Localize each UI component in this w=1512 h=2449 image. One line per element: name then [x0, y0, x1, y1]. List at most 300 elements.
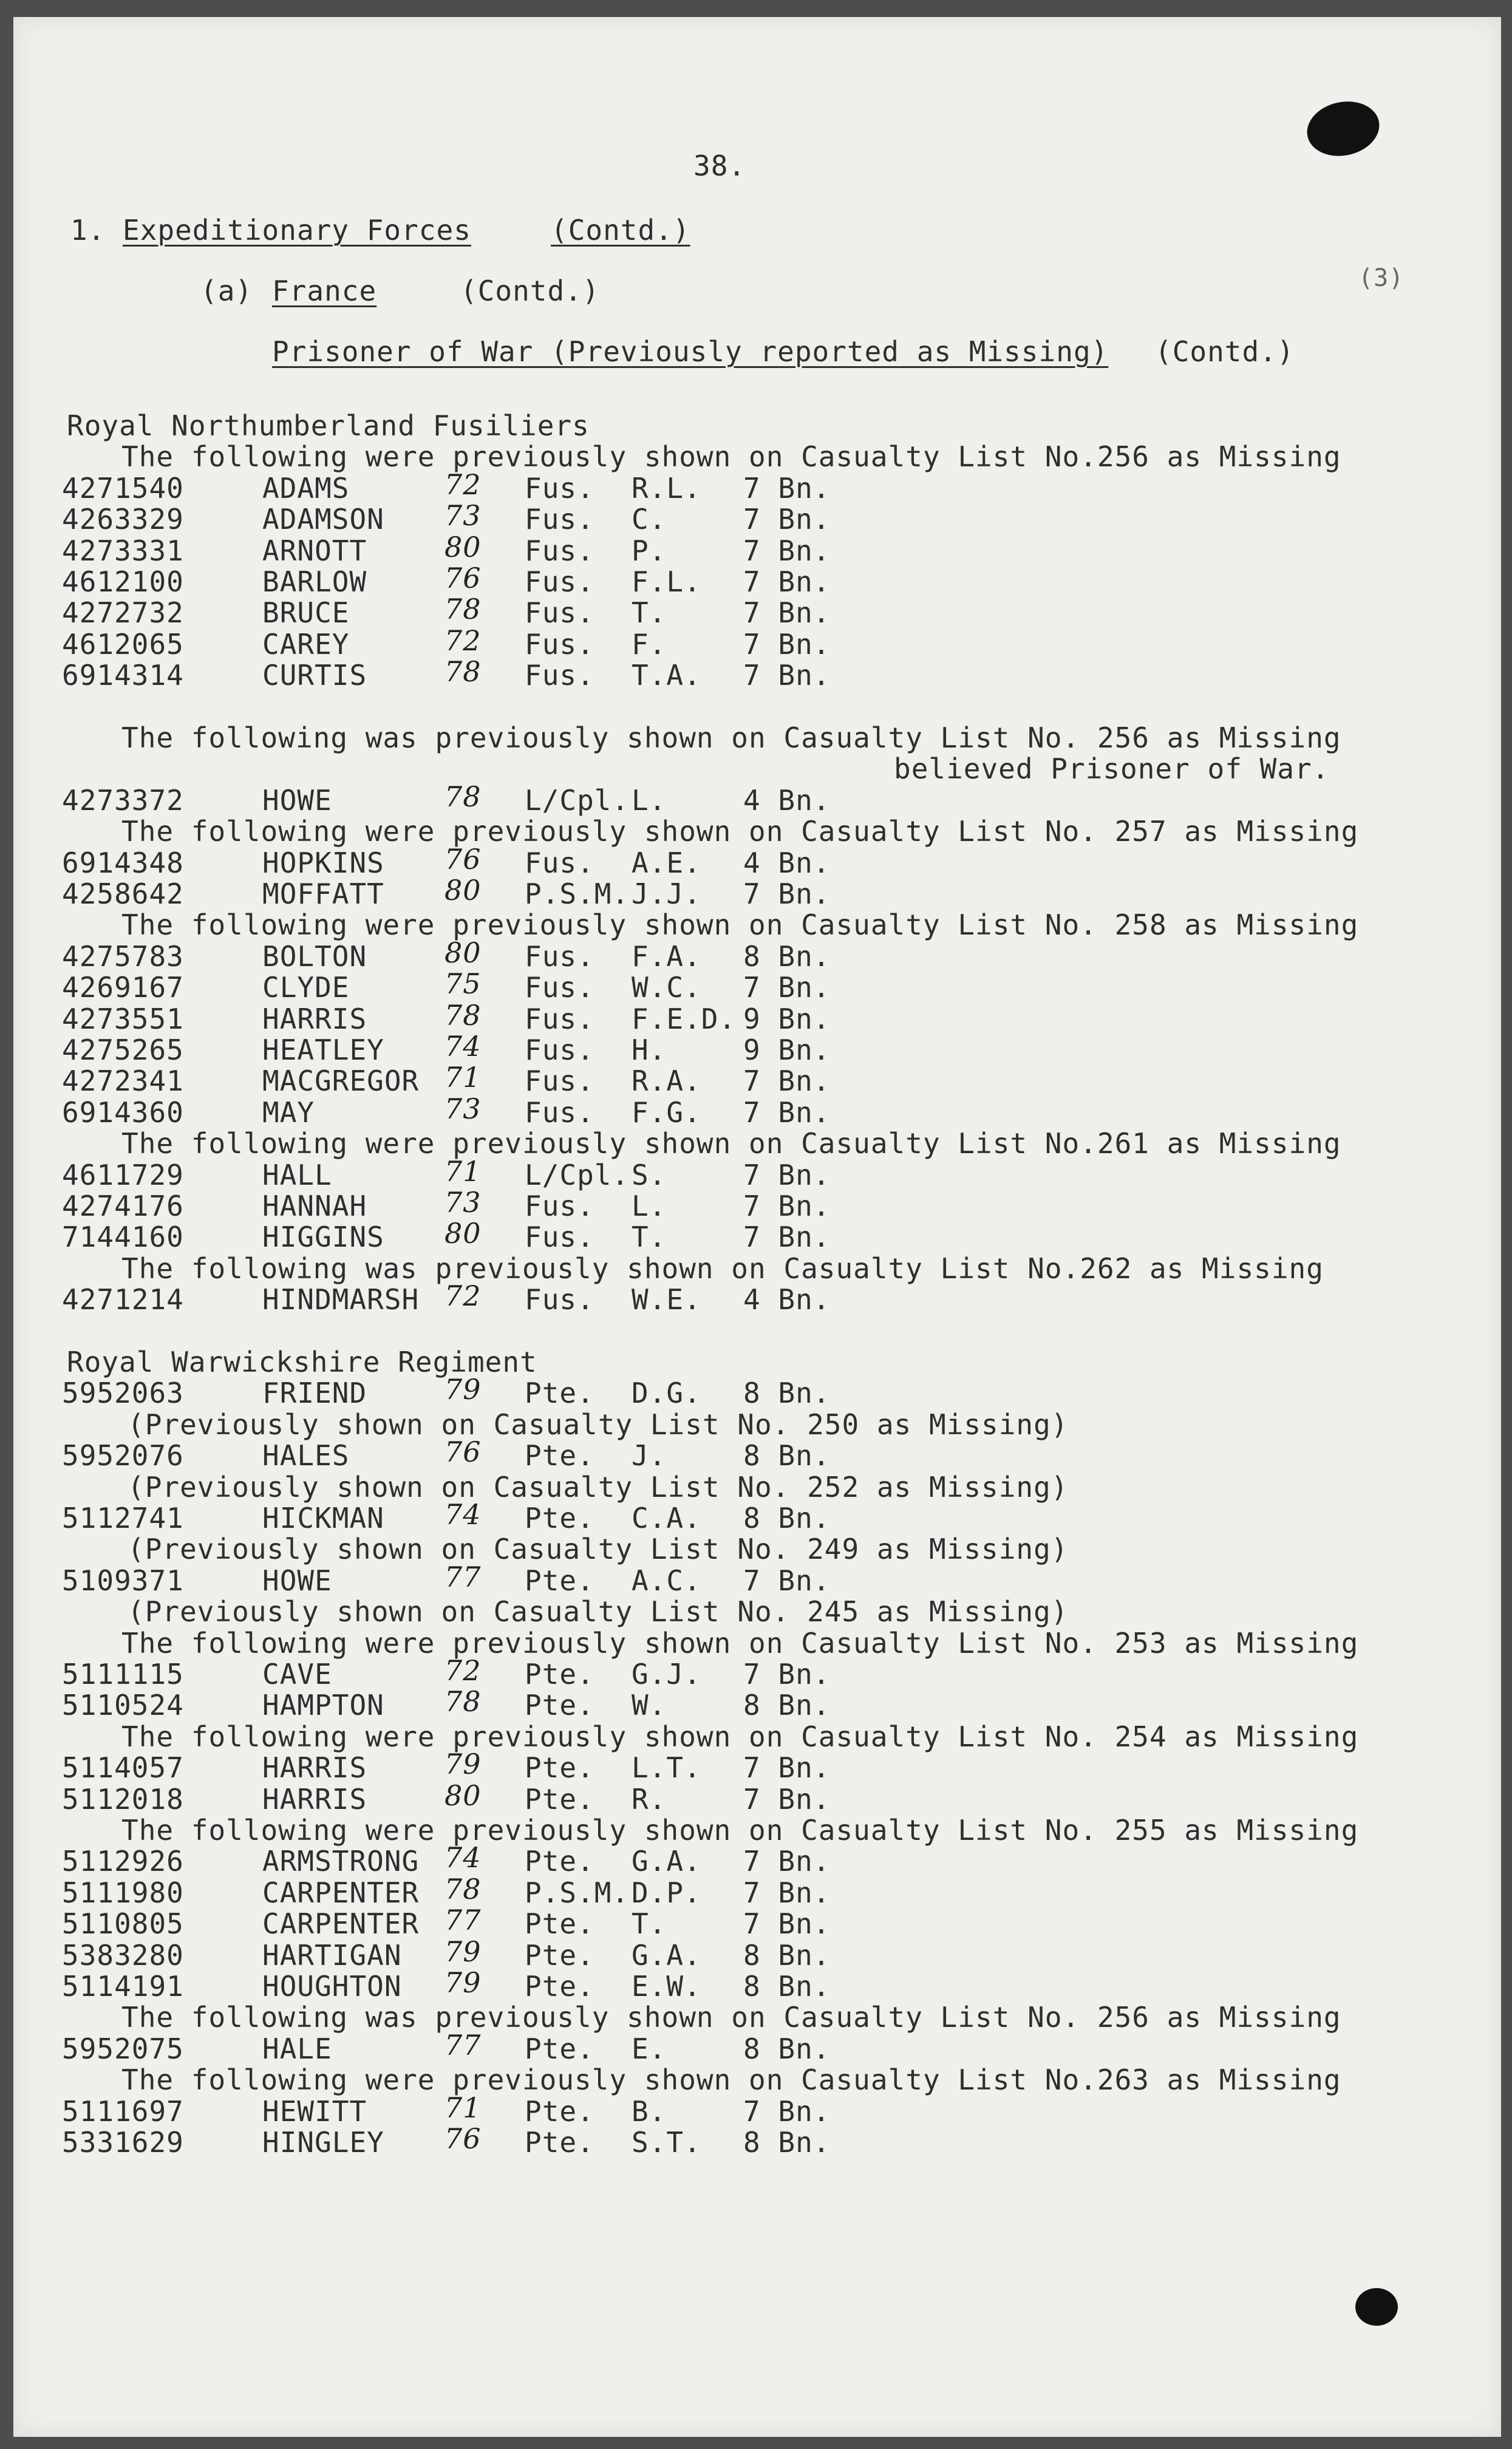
rank: Pte. — [525, 1938, 594, 1972]
initials: R.A. — [632, 1064, 701, 1098]
battalion: 8 Bn. — [743, 2126, 831, 2159]
battalion: 7 Bn. — [743, 1095, 831, 1129]
casualty-row — [13, 998, 1501, 1035]
casualty-row — [13, 624, 1501, 661]
battalion: 4 Bn. — [743, 1283, 831, 1316]
casualty-row — [13, 1904, 1501, 1941]
surname: HARTIGAN — [262, 1938, 402, 1972]
casualty-row — [13, 1154, 1501, 1191]
surname: MOFFATT — [262, 877, 384, 910]
previous-report-note — [13, 1470, 1501, 1504]
battalion: 7 Bn. — [743, 1845, 831, 1878]
surname: HICKMAN — [262, 1502, 384, 1534]
casualty-row — [13, 1560, 1501, 1597]
initials: F. — [632, 627, 667, 661]
battalion: 7 Bn. — [743, 1658, 831, 1691]
casualty-row — [13, 1685, 1501, 1722]
initials: H. — [632, 1034, 667, 1066]
casualty-row — [13, 1935, 1501, 1972]
handwritten-annotation: 78 — [444, 780, 482, 813]
handwritten-annotation: 73 — [444, 1092, 482, 1125]
casualty-row — [13, 530, 1501, 567]
battalion: 7 Bn. — [743, 1564, 831, 1597]
initials: B. — [632, 2094, 667, 2128]
handwritten-annotation: 79 — [444, 1966, 482, 1999]
surname: MAY — [262, 1095, 315, 1129]
list-note — [13, 2063, 1501, 2097]
battalion: 7 Bn. — [743, 659, 831, 692]
casualty-row — [13, 936, 1501, 973]
battalion: 7 Bn. — [743, 596, 831, 630]
rank: Fus. — [525, 1002, 594, 1035]
initials: G.A. — [632, 1845, 701, 1878]
casualty-row — [13, 1373, 1501, 1410]
rank: Pte. — [525, 1564, 594, 1597]
ink-blot — [1302, 95, 1384, 162]
handwritten-annotation: 78 — [444, 998, 482, 1032]
rank: Fus. — [525, 1034, 594, 1066]
service-number: 4274176 — [62, 1190, 184, 1222]
casualty-row — [13, 655, 1501, 692]
service-number: 4275783 — [62, 939, 184, 973]
initials: W. — [632, 1689, 667, 1722]
initials: F.E.D. — [632, 1002, 737, 1035]
battalion: 9 Bn. — [743, 1034, 831, 1066]
rank: Fus. — [525, 846, 594, 879]
casualty-row — [13, 2028, 1501, 2065]
handwritten-annotation: 71 — [444, 1061, 482, 1094]
surname: ADAMSON — [262, 503, 384, 536]
initials: D.P. — [632, 1876, 701, 1909]
regiment-heading — [13, 409, 1501, 442]
service-number: 4612065 — [62, 627, 184, 661]
rank: Pte. — [525, 1502, 594, 1534]
casualty-row — [13, 1030, 1501, 1066]
surname: MACGREGOR — [262, 1064, 420, 1098]
service-number: 5383280 — [62, 1938, 184, 1972]
casualty-row — [13, 468, 1501, 505]
battalion: 8 Bn. — [743, 939, 831, 973]
note-text: (Previously shown on Casualty List No. 245 as Missing) — [128, 1595, 1069, 1629]
handwritten-annotation: 77 — [444, 2028, 482, 2062]
handwritten-annotation: 79 — [444, 1748, 482, 1781]
rank: Pte. — [525, 1689, 594, 1722]
initials: J. — [632, 1439, 667, 1473]
service-number: 5110805 — [62, 1907, 184, 1941]
rank: Fus. — [525, 1064, 594, 1098]
service-number: 4273551 — [62, 1002, 184, 1035]
battalion: 7 Bn. — [743, 534, 831, 567]
surname: CURTIS — [262, 659, 367, 692]
battalion: 7 Bn. — [743, 2094, 831, 2128]
previous-report-note — [13, 1408, 1501, 1441]
service-number: 4273331 — [62, 534, 184, 567]
surname: ADAMS — [262, 471, 350, 505]
service-number: 5109371 — [62, 1564, 184, 1597]
rank: Fus. — [525, 627, 594, 661]
note-text: (Previously shown on Casualty List No. 252 as Missing) — [128, 1470, 1069, 1504]
battalion: 7 Bn. — [743, 877, 831, 910]
initials: R.L. — [632, 471, 701, 505]
handwritten-annotation: 76 — [444, 1436, 482, 1469]
rank: Pte. — [525, 1907, 594, 1941]
rank: Pte. — [525, 1845, 594, 1878]
casualty-row — [13, 2122, 1501, 2159]
battalion: 8 Bn. — [743, 1970, 831, 2003]
service-number: 5112926 — [62, 1845, 184, 1878]
casualty-row — [13, 593, 1501, 630]
list-note — [13, 1720, 1501, 1753]
note-text: believed Prisoner of War. — [894, 752, 1330, 786]
note-text: The following were previously shown on Casualty List No. 253 as Missing — [121, 1626, 1359, 1660]
surname: HOWE — [262, 1564, 332, 1597]
battalion: 7 Bn. — [743, 1221, 831, 1254]
battalion: 8 Bn. — [743, 1938, 831, 1972]
initials: C. — [632, 503, 667, 536]
initials: J.J. — [632, 877, 701, 910]
service-number: 4263329 — [62, 503, 184, 536]
casualty-row — [13, 562, 1501, 598]
note-text: The following were previously shown on Casualty List No. 254 as Missing — [121, 1720, 1359, 1753]
battalion: 7 Bn. — [743, 1158, 831, 1191]
surname: HINGLEY — [262, 2126, 384, 2159]
initials: S.T. — [632, 2126, 701, 2159]
surname: BRUCE — [262, 596, 350, 630]
rank: P.S.M. — [525, 1876, 630, 1909]
rank: L/Cpl. — [525, 783, 630, 817]
list-note — [13, 817, 1501, 848]
initials: E.W. — [632, 1970, 701, 2003]
initials: E. — [632, 2032, 667, 2065]
initials: A.C. — [632, 1564, 701, 1597]
previous-report-note — [13, 1595, 1501, 1629]
rank: Fus. — [525, 659, 594, 692]
rank: Fus. — [525, 939, 594, 973]
initials: L. — [632, 783, 667, 817]
service-number: 5111115 — [62, 1658, 184, 1691]
list-note — [13, 1816, 1501, 1847]
service-number: 4269167 — [62, 971, 184, 1004]
rank: Fus. — [525, 503, 594, 536]
service-number: 5114191 — [62, 1970, 184, 2003]
surname: HIGGINS — [262, 1221, 384, 1254]
surname: HEATLEY — [262, 1034, 384, 1066]
battalion: 7 Bn. — [743, 471, 831, 505]
rank: Fus. — [525, 1283, 594, 1316]
handwritten-annotation: 77 — [444, 1904, 482, 1937]
service-number: 4275265 — [62, 1034, 184, 1066]
initials: R. — [632, 1782, 667, 1816]
casualty-row — [13, 1498, 1501, 1534]
subsection-contd: (Contd.) — [460, 274, 600, 307]
list-title: Prisoner of War (Previously reported as Missing) — [272, 335, 1109, 368]
handwritten-annotation: 78 — [444, 1685, 482, 1718]
note-text: The following were previously shown on Casualty List No. 255 as Missing — [121, 1814, 1359, 1847]
subsection-title: France — [272, 274, 377, 307]
surname: HARRIS — [262, 1782, 367, 1816]
handwritten-annotation: 80 — [444, 1779, 482, 1812]
handwritten-annotation: 72 — [444, 1279, 482, 1313]
casualty-row — [13, 1841, 1501, 1878]
page-number: 38. — [693, 149, 746, 182]
service-number: 7144160 — [62, 1221, 184, 1254]
list-note — [13, 1129, 1501, 1160]
list-note — [13, 721, 1501, 754]
rank: Fus. — [525, 596, 594, 630]
list-note-continuation — [13, 752, 1501, 786]
service-number: 6914360 — [62, 1095, 184, 1129]
handwritten-annotation: 78 — [444, 593, 482, 626]
note-text: (Previously shown on Casualty List No. 250 as Missing) — [128, 1408, 1069, 1441]
note-text: (Previously shown on Casualty List No. 249 as Missing) — [128, 1533, 1069, 1566]
surname: CAVE — [262, 1658, 332, 1691]
casualty-row — [13, 874, 1501, 910]
service-number: 4273372 — [62, 783, 184, 817]
battalion: 7 Bn. — [743, 1064, 831, 1098]
note-text: The following were previously shown on Casualty List No. 258 as Missing — [121, 908, 1359, 942]
surname: HOWE — [262, 783, 332, 817]
initials: T. — [632, 1221, 667, 1254]
battalion: 4 Bn. — [743, 846, 831, 879]
document-page — [13, 17, 1501, 2437]
surname: HALE — [262, 2032, 332, 2065]
note-text: The following were previously shown on Casualty List No. 257 as Missing — [121, 815, 1359, 848]
battalion: 7 Bn. — [743, 565, 831, 598]
list-note — [13, 1252, 1501, 1285]
surname: CAREY — [262, 627, 350, 661]
rank: Pte. — [525, 1377, 594, 1410]
service-number: 5111980 — [62, 1876, 184, 1909]
surname: HARRIS — [262, 1002, 367, 1035]
service-number: 5112741 — [62, 1502, 184, 1534]
handwritten-annotation: 72 — [444, 1654, 482, 1687]
initials: W.C. — [632, 971, 701, 1004]
handwritten-annotation: 73 — [444, 1186, 482, 1219]
handwritten-annotation: 71 — [444, 2091, 482, 2124]
surname: ARNOTT — [262, 534, 367, 567]
initials: C.A. — [632, 1502, 701, 1534]
subsection-label: (a) — [200, 274, 253, 307]
handwritten-annotation: 74 — [444, 1841, 482, 1875]
initials: W.E. — [632, 1283, 701, 1316]
rank: Pte. — [525, 2094, 594, 2128]
ink-blot — [1355, 2288, 1398, 2326]
surname: FRIEND — [262, 1377, 367, 1410]
battalion: 7 Bn. — [743, 1782, 831, 1816]
handwritten-annotation: 73 — [444, 499, 482, 533]
battalion: 8 Bn. — [743, 1439, 831, 1473]
initials: L. — [632, 1190, 667, 1222]
surname: HALL — [262, 1158, 332, 1191]
battalion: 7 Bn. — [743, 1907, 831, 1941]
handwritten-annotation: 74 — [444, 1498, 482, 1531]
service-number: 5114057 — [62, 1751, 184, 1785]
initials: T.A. — [632, 659, 701, 692]
initials: G.J. — [632, 1658, 701, 1691]
handwritten-annotation: 72 — [444, 468, 482, 501]
service-number: 4272732 — [62, 596, 184, 630]
casualty-row — [13, 1217, 1501, 1254]
rank: Fus. — [525, 565, 594, 598]
handwritten-annotation: 80 — [444, 936, 482, 969]
initials: P. — [632, 534, 667, 567]
rank: L/Cpl. — [525, 1158, 630, 1191]
handwritten-annotation: 78 — [444, 1872, 482, 1906]
surname: HEWITT — [262, 2094, 367, 2128]
service-number: 4271214 — [62, 1283, 184, 1316]
rank: Fus. — [525, 534, 594, 567]
rank: P.S.M. — [525, 877, 630, 910]
rank: Fus. — [525, 1190, 594, 1222]
rank: Pte. — [525, 1970, 594, 2003]
battalion: 4 Bn. — [743, 783, 831, 817]
handwritten-annotation: 80 — [444, 530, 482, 564]
list-note — [13, 1626, 1501, 1660]
casualty-row — [13, 1092, 1501, 1129]
casualty-row — [13, 1654, 1501, 1691]
note-text: The following was previously shown on Casualty List No. 256 as Missing — [121, 2001, 1341, 2034]
initials: A.E. — [632, 846, 701, 879]
rank: Pte. — [525, 1782, 594, 1816]
initials: T. — [632, 596, 667, 630]
battalion: 9 Bn. — [743, 1002, 831, 1035]
surname: CARPENTER — [262, 1907, 420, 1941]
battalion: 7 Bn. — [743, 1876, 831, 1909]
rank: Pte. — [525, 1658, 594, 1691]
surname: HALES — [262, 1439, 350, 1473]
battalion: 7 Bn. — [743, 1751, 831, 1785]
list-note — [13, 908, 1501, 942]
battalion: 8 Bn. — [743, 2032, 831, 2065]
surname: HARRIS — [262, 1751, 367, 1785]
handwritten-annotation: 76 — [444, 562, 482, 594]
section-title: Expeditionary Forces — [123, 214, 471, 247]
surname: CLYDE — [262, 971, 350, 1004]
casualty-row — [13, 842, 1501, 879]
battalion: 7 Bn. — [743, 627, 831, 661]
service-number: 6914348 — [62, 846, 184, 879]
surname: CARPENTER — [262, 1876, 420, 1909]
surname: HINDMARSH — [262, 1283, 420, 1316]
rank: Pte. — [525, 2032, 594, 2065]
section-contd: (Contd.) — [551, 214, 690, 247]
battalion: 8 Bn. — [743, 1502, 831, 1534]
handwritten-annotation: 72 — [444, 624, 482, 657]
handwritten-annotation: 80 — [444, 1217, 482, 1250]
rank: Pte. — [525, 2126, 594, 2159]
note-text: The following were previously shown on Casualty List No.261 as Missing — [121, 1127, 1341, 1160]
casualty-row — [13, 967, 1501, 1004]
casualty-row — [13, 1436, 1501, 1473]
handwritten-annotation: 76 — [444, 842, 482, 876]
surname: ARMSTRONG — [262, 1845, 420, 1878]
casualty-row — [13, 2091, 1501, 2128]
service-number: 5110524 — [62, 1689, 184, 1722]
rank: Fus. — [525, 971, 594, 1004]
list-note — [13, 2003, 1501, 2034]
handwritten-annotation: 74 — [444, 1030, 482, 1063]
initials: F.A. — [632, 939, 701, 973]
rank: Pte. — [525, 1439, 594, 1473]
regiment-name: Royal Northumberland Fusiliers — [67, 409, 590, 442]
service-number: 4611729 — [62, 1158, 184, 1191]
regiment-heading — [13, 1348, 1501, 1378]
battalion: 7 Bn. — [743, 971, 831, 1004]
casualty-row — [13, 1186, 1501, 1222]
service-number: 5952063 — [62, 1377, 184, 1410]
rank: Fus. — [525, 471, 594, 505]
service-number: 5111697 — [62, 2094, 184, 2128]
initials: F.L. — [632, 565, 701, 598]
casualty-row — [13, 780, 1501, 817]
handwritten-annotation: 79 — [444, 1373, 482, 1406]
note-text: The following was previously shown on Casualty List No.262 as Missing — [121, 1252, 1324, 1285]
surname: BARLOW — [262, 565, 367, 598]
surname: HOUGHTON — [262, 1970, 402, 2003]
battalion: 7 Bn. — [743, 503, 831, 536]
service-number: 4258642 — [62, 877, 184, 910]
initials: T. — [632, 1907, 667, 1941]
handwritten-annotation: 79 — [444, 1935, 482, 1968]
handwritten-annotation: 78 — [444, 655, 482, 689]
surname: HAMPTON — [262, 1689, 384, 1722]
casualty-row — [13, 1748, 1501, 1785]
casualty-row — [13, 1279, 1501, 1316]
regiment-name: Royal Warwickshire Regiment — [67, 1346, 537, 1378]
casualty-row — [13, 1061, 1501, 1098]
initials: L.T. — [632, 1751, 701, 1785]
handwritten-annotation: 80 — [444, 874, 482, 907]
service-number: 4271540 — [62, 471, 184, 505]
handwritten-annotation: 76 — [444, 2122, 482, 2155]
surname: HANNAH — [262, 1190, 367, 1222]
service-number: 4272341 — [62, 1064, 184, 1098]
casualty-row — [13, 1779, 1501, 1816]
service-number: 5952075 — [62, 2032, 184, 2065]
service-number: 5112018 — [62, 1782, 184, 1816]
service-number: 6914314 — [62, 659, 184, 692]
initials: F.G. — [632, 1095, 701, 1129]
initials: D.G. — [632, 1377, 701, 1410]
casualty-row — [13, 499, 1501, 536]
surname: HOPKINS — [262, 846, 384, 879]
service-number: 5331629 — [62, 2126, 184, 2159]
battalion: 8 Bn. — [743, 1689, 831, 1722]
section-number: 1. — [70, 214, 106, 247]
initials: G.A. — [632, 1938, 701, 1972]
note-text: The following was previously shown on Casualty List No. 256 as Missing — [121, 721, 1341, 754]
list-title-contd: (Contd.) — [1155, 335, 1295, 368]
note-text: The following were previously shown on Casualty List No.263 as Missing — [121, 2063, 1341, 2097]
rank: Fus. — [525, 1095, 594, 1129]
casualty-row — [13, 1966, 1501, 2003]
list-note — [13, 440, 1501, 474]
battalion: 8 Bn. — [743, 1377, 831, 1410]
initials: S. — [632, 1158, 667, 1191]
battalion: 7 Bn. — [743, 1190, 831, 1222]
service-number: 5952076 — [62, 1439, 184, 1473]
previous-report-note — [13, 1535, 1501, 1565]
rank: Pte. — [525, 1751, 594, 1785]
rank: Fus. — [525, 1221, 594, 1254]
handwritten-annotation: 75 — [444, 967, 482, 1001]
service-number: 4612100 — [62, 565, 184, 598]
handwritten-annotation: 71 — [444, 1154, 482, 1188]
surname: BOLTON — [262, 939, 367, 973]
handwritten-annotation: 77 — [444, 1560, 482, 1593]
note-text: The following were previously shown on Casualty List No.256 as Missing — [121, 440, 1341, 474]
margin-stamp: (3) — [1358, 264, 1405, 292]
